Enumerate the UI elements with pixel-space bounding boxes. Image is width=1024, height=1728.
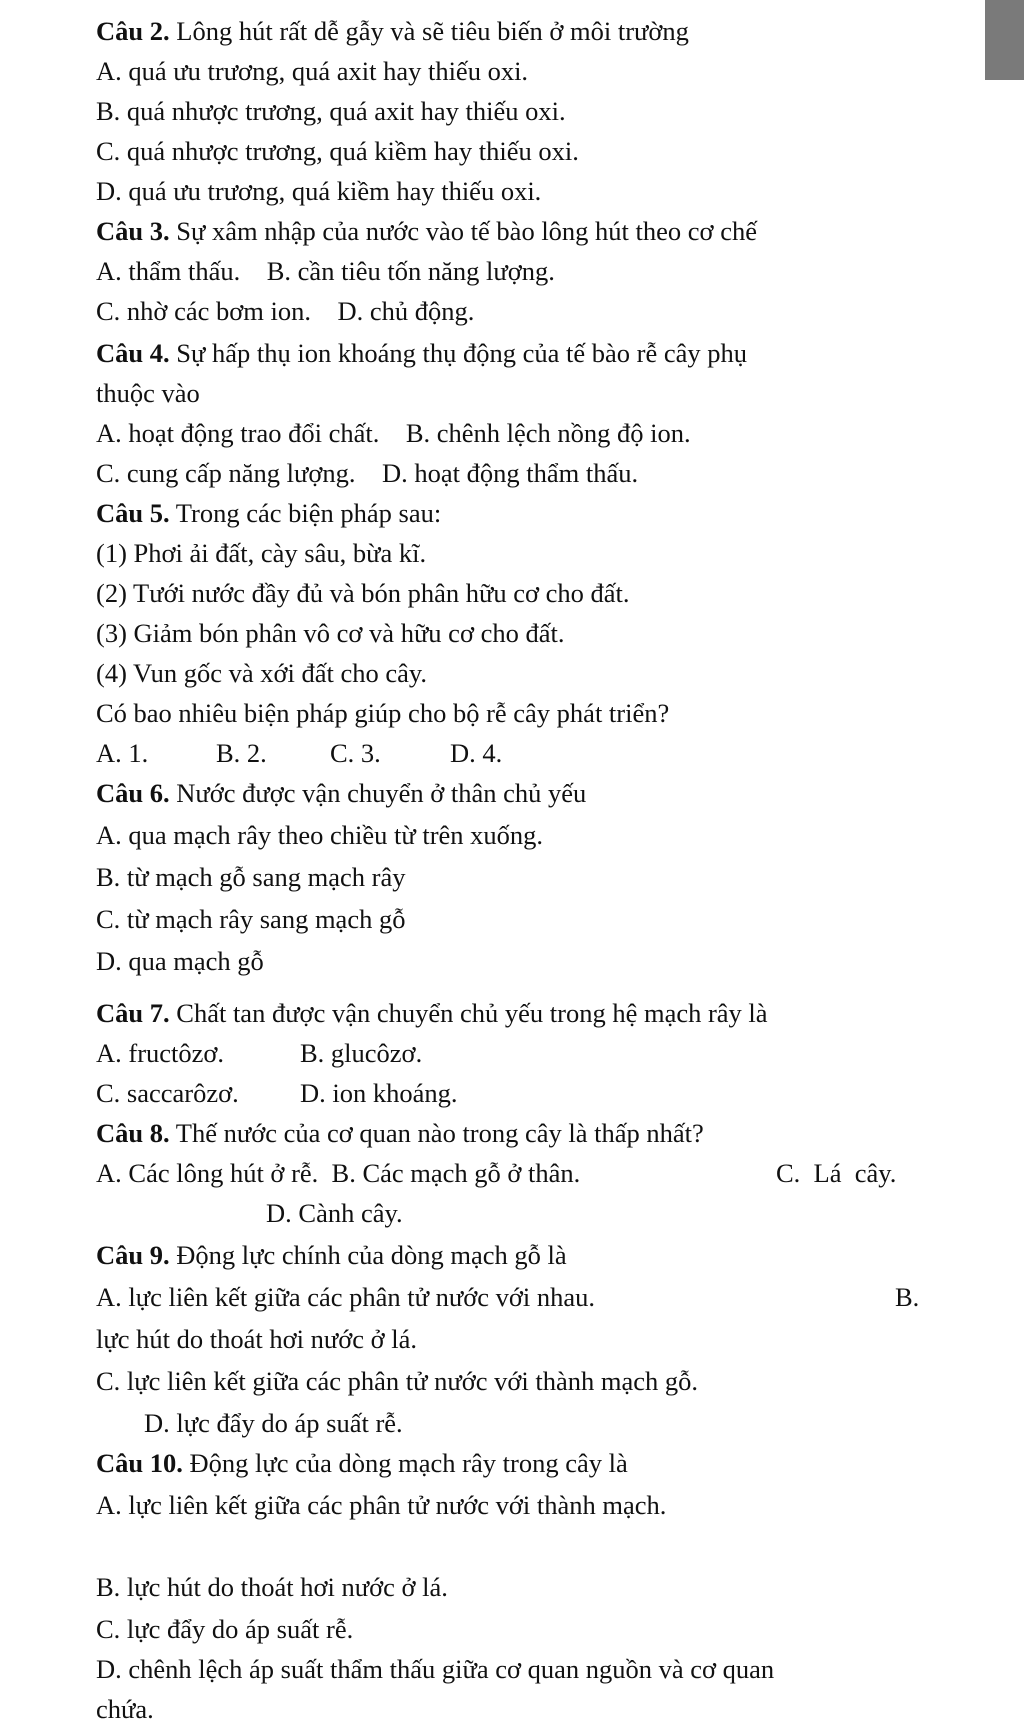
question-5-ask: Có bao nhiêu biện pháp giúp cho bộ rễ cây phát triển? xyxy=(96,698,670,728)
question-5-item-3: (3) Giảm bón phân vô cơ và hữu cơ cho đất. xyxy=(96,618,565,648)
question-label: Câu 7. xyxy=(96,998,170,1028)
scrollbar-thumb[interactable] xyxy=(985,0,1024,80)
question-10-option-d: D. chênh lệch áp suất thẩm thấu giữa cơ quan nguồn và cơ quan xyxy=(96,1654,775,1684)
question-3-options-cd: C. nhờ các bơm ion. D. chủ động. xyxy=(96,296,475,326)
question-9-stem: Câu 9. Động lực chính của dòng mạch gỗ là xyxy=(96,1240,567,1270)
question-2-option-a: A. quá ưu trương, quá axit hay thiếu oxi. xyxy=(96,56,529,86)
question-label: Câu 10. xyxy=(96,1448,183,1478)
question-6-option-a: A. qua mạch rây theo chiều từ trên xuống. xyxy=(96,820,544,850)
question-4-stem: Câu 4. Sự hấp thụ ion khoáng thụ động của tế bào rễ cây phụ xyxy=(96,338,747,368)
question-2-stem: Câu 2. Lông hút rất dễ gẫy và sẽ tiêu biến ở môi trường xyxy=(96,16,689,46)
question-label: Câu 2. xyxy=(96,16,170,46)
question-7-option-c: C. saccarôzơ. xyxy=(96,1078,239,1108)
question-label: Câu 9. xyxy=(96,1240,170,1270)
question-5-item-4: (4) Vun gốc và xới đất cho cây. xyxy=(96,658,428,688)
question-label: Câu 4. xyxy=(96,338,170,368)
question-4-options-ab: A. hoạt động trao đổi chất. B. chênh lệch nồng độ ion. xyxy=(96,418,691,448)
question-8-options-ab: A. Các lông hút ở rễ. B. Các mạch gỗ ở thân. xyxy=(96,1158,581,1188)
question-7-option-d: D. ion khoáng. xyxy=(300,1078,458,1108)
question-7-option-a: A. fructôzơ. xyxy=(96,1038,225,1068)
question-9-option-b: lực hút do thoát hơi nước ở lá. xyxy=(96,1324,417,1354)
question-9-option-b-letter: B. xyxy=(895,1282,920,1312)
question-4-options-cd: C. cung cấp năng lượng. D. hoạt động thẩm thấu. xyxy=(96,458,639,488)
question-5-option-b: B. 2. xyxy=(216,738,267,768)
question-label: Câu 5. xyxy=(96,498,170,528)
question-5-option-a: A. 1. xyxy=(96,738,149,768)
question-5-option-c: C. 3. xyxy=(330,738,381,768)
question-6-option-c: C. từ mạch rây sang mạch gỗ xyxy=(96,904,406,934)
question-8-option-d: D. Cành cây. xyxy=(266,1198,403,1228)
question-label: Câu 8. xyxy=(96,1118,170,1148)
question-4-stem-continued: thuộc vào xyxy=(96,378,200,408)
question-10-stem: Câu 10. Động lực của dòng mạch rây trong cây là xyxy=(96,1448,628,1478)
question-10-option-b: B. lực hút do thoát hơi nước ở lá. xyxy=(96,1572,448,1602)
question-6-option-d: D. qua mạch gỗ xyxy=(96,946,264,976)
question-label: Câu 3. xyxy=(96,216,170,246)
question-3-stem: Câu 3. Sự xâm nhập của nước vào tế bào lông hút theo cơ chế xyxy=(96,216,757,246)
question-8-stem: Câu 8. Thế nước của cơ quan nào trong cây là thấp nhất? xyxy=(96,1118,704,1148)
question-2-option-d: D. quá ưu trương, quá kiềm hay thiếu oxi. xyxy=(96,176,542,206)
question-7-stem: Câu 7. Chất tan được vận chuyển chủ yếu trong hệ mạch rây là xyxy=(96,998,768,1028)
question-2-option-b: B. quá nhược trương, quá axit hay thiếu oxi. xyxy=(96,96,566,126)
question-8-option-c: C. Lá cây. xyxy=(776,1158,897,1188)
question-3-options-ab: A. thẩm thấu. B. cần tiêu tốn năng lượng. xyxy=(96,256,555,286)
question-7-option-b: B. glucôzơ. xyxy=(300,1038,423,1068)
question-10-option-d-continued: chứa. xyxy=(96,1694,154,1724)
question-label: Câu 6. xyxy=(96,778,170,808)
question-5-option-d: D. 4. xyxy=(450,738,503,768)
question-6-option-b: B. từ mạch gỗ sang mạch rây xyxy=(96,862,406,892)
question-10-option-a: A. lực liên kết giữa các phân tử nước với thành mạch. xyxy=(96,1490,667,1520)
question-5-stem: Câu 5. Trong các biện pháp sau: xyxy=(96,498,442,528)
question-9-option-c: C. lực liên kết giữa các phân tử nước với thành mạch gỗ. xyxy=(96,1366,699,1396)
question-9-option-a: A. lực liên kết giữa các phân tử nước với nhau. xyxy=(96,1282,596,1312)
question-10-option-c: C. lực đẩy do áp suất rễ. xyxy=(96,1614,354,1644)
question-6-stem: Câu 6. Nước được vận chuyển ở thân chủ yếu xyxy=(96,778,587,808)
question-9-option-d: D. lực đẩy do áp suất rễ. xyxy=(144,1408,403,1438)
question-2-option-c: C. quá nhược trương, quá kiềm hay thiếu oxi. xyxy=(96,136,579,166)
question-5-item-2: (2) Tưới nước đầy đủ và bón phân hữu cơ cho đất. xyxy=(96,578,630,608)
question-5-item-1: (1) Phơi ải đất, cày sâu, bừa kĩ. xyxy=(96,538,427,568)
